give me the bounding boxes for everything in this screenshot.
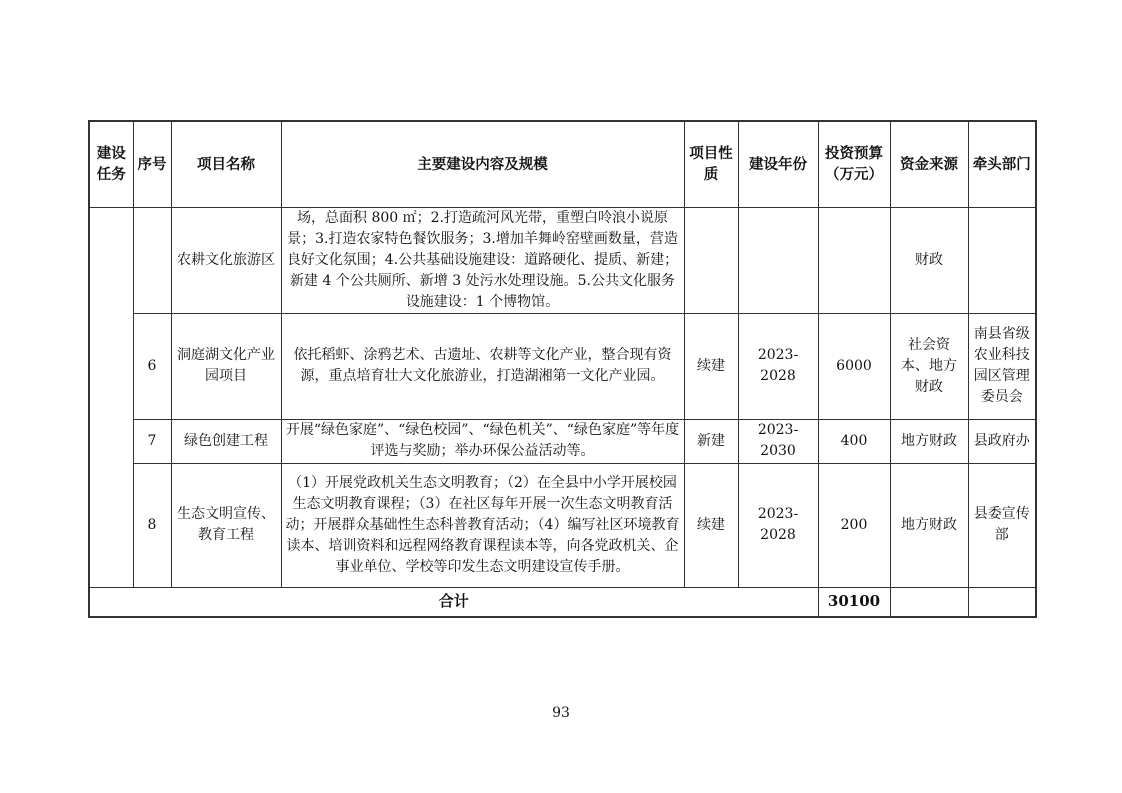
- row-name: 洞庭湖文化产业园项目: [171, 313, 281, 419]
- total-funding-empty: [890, 587, 968, 617]
- row-funding: 财政: [890, 207, 968, 313]
- row-content: 场，总面积 800 ㎡；2.打造疏河风光带，重塑白呤浪小说原景；3.打造农家特色餐饮服务；3.增加羊舞岭窑壁画数量，营造良好文化氛围；4.公共基础设施建设：道路硬化、提质、新建；新建 4 个公共厕所、新增 3 处污水处理设施。5.公共文化服务设施建设：1 个博物馆。: [281, 207, 684, 313]
- row-nature: 续建: [684, 463, 738, 587]
- total-row: [89, 587, 1036, 617]
- project-table: [88, 120, 1037, 618]
- total-lead-empty: [968, 587, 1036, 617]
- row-nature: 续建: [684, 313, 738, 419]
- row-nature: [684, 207, 738, 313]
- table-row: [89, 313, 1036, 419]
- row-lead: [968, 207, 1036, 313]
- table-row: [89, 419, 1036, 463]
- header-nature: 项目性质: [684, 121, 738, 207]
- row-content: 依托稻虾、涂鸦艺术、古遗址、农耕等文化产业，整合现有资源，重点培育壮大文化旅游业，打造湖湘第一文化产业园。: [281, 313, 684, 419]
- row-invest: 6000: [818, 313, 890, 419]
- row-years: 2023-2028: [738, 463, 818, 587]
- total-invest: 30100: [818, 587, 890, 617]
- table-row: [89, 207, 1036, 313]
- row-name: 农耕文化旅游区: [171, 207, 281, 313]
- row-years: 2023-2030: [738, 419, 818, 463]
- header-invest: 投资预算（万元）: [818, 121, 890, 207]
- task-cell: [89, 207, 133, 587]
- row-no: 7: [133, 419, 171, 463]
- header-years: 建设年份: [738, 121, 818, 207]
- row-lead: 县政府办: [968, 419, 1036, 463]
- total-label: 合计: [89, 587, 818, 617]
- row-invest: 200: [818, 463, 890, 587]
- row-funding: 社会资本、地方财政: [890, 313, 968, 419]
- header-task: 建设任务: [89, 121, 133, 207]
- row-funding: 地方财政: [890, 463, 968, 587]
- row-content: （1）开展党政机关生态文明教育；（2）在全县中小学开展校园生态文明教育课程；（3）在社区每年开展一次生态文明教育活动；开展群众基础性生态科普教育活动；（4）编写社区环境教育读本、培训资料和远程网络教育课程读本等，向各党政机关、企事业单位、学校等印发生态文明建设宣传手册。: [281, 463, 684, 587]
- row-content: 开展“绿色家庭”、“绿色校园”、“绿色机关”、“绿色家庭”等年度评选与奖励；举办环保公益活动等。: [281, 419, 684, 463]
- header-content: 主要建设内容及规模: [281, 121, 684, 207]
- header-lead: 牵头部门: [968, 121, 1036, 207]
- row-invest: 400: [818, 419, 890, 463]
- header-name: 项目名称: [171, 121, 281, 207]
- row-name: 生态文明宣传、教育工程: [171, 463, 281, 587]
- row-years: [738, 207, 818, 313]
- row-name: 绿色创建工程: [171, 419, 281, 463]
- row-no: [133, 207, 171, 313]
- header-funding: 资金来源: [890, 121, 968, 207]
- row-nature: 新建: [684, 419, 738, 463]
- row-lead: 南县省级农业科技园区管理委员会: [968, 313, 1036, 419]
- row-lead: 县委宣传部: [968, 463, 1036, 587]
- row-invest: [818, 207, 890, 313]
- row-years: 2023-2028: [738, 313, 818, 419]
- header-no: 序号: [133, 121, 171, 207]
- row-no: 8: [133, 463, 171, 587]
- page-number: 93: [552, 705, 570, 721]
- table-header-row: [89, 121, 1036, 207]
- table-row: [89, 463, 1036, 587]
- row-no: 6: [133, 313, 171, 419]
- row-funding: 地方财政: [890, 419, 968, 463]
